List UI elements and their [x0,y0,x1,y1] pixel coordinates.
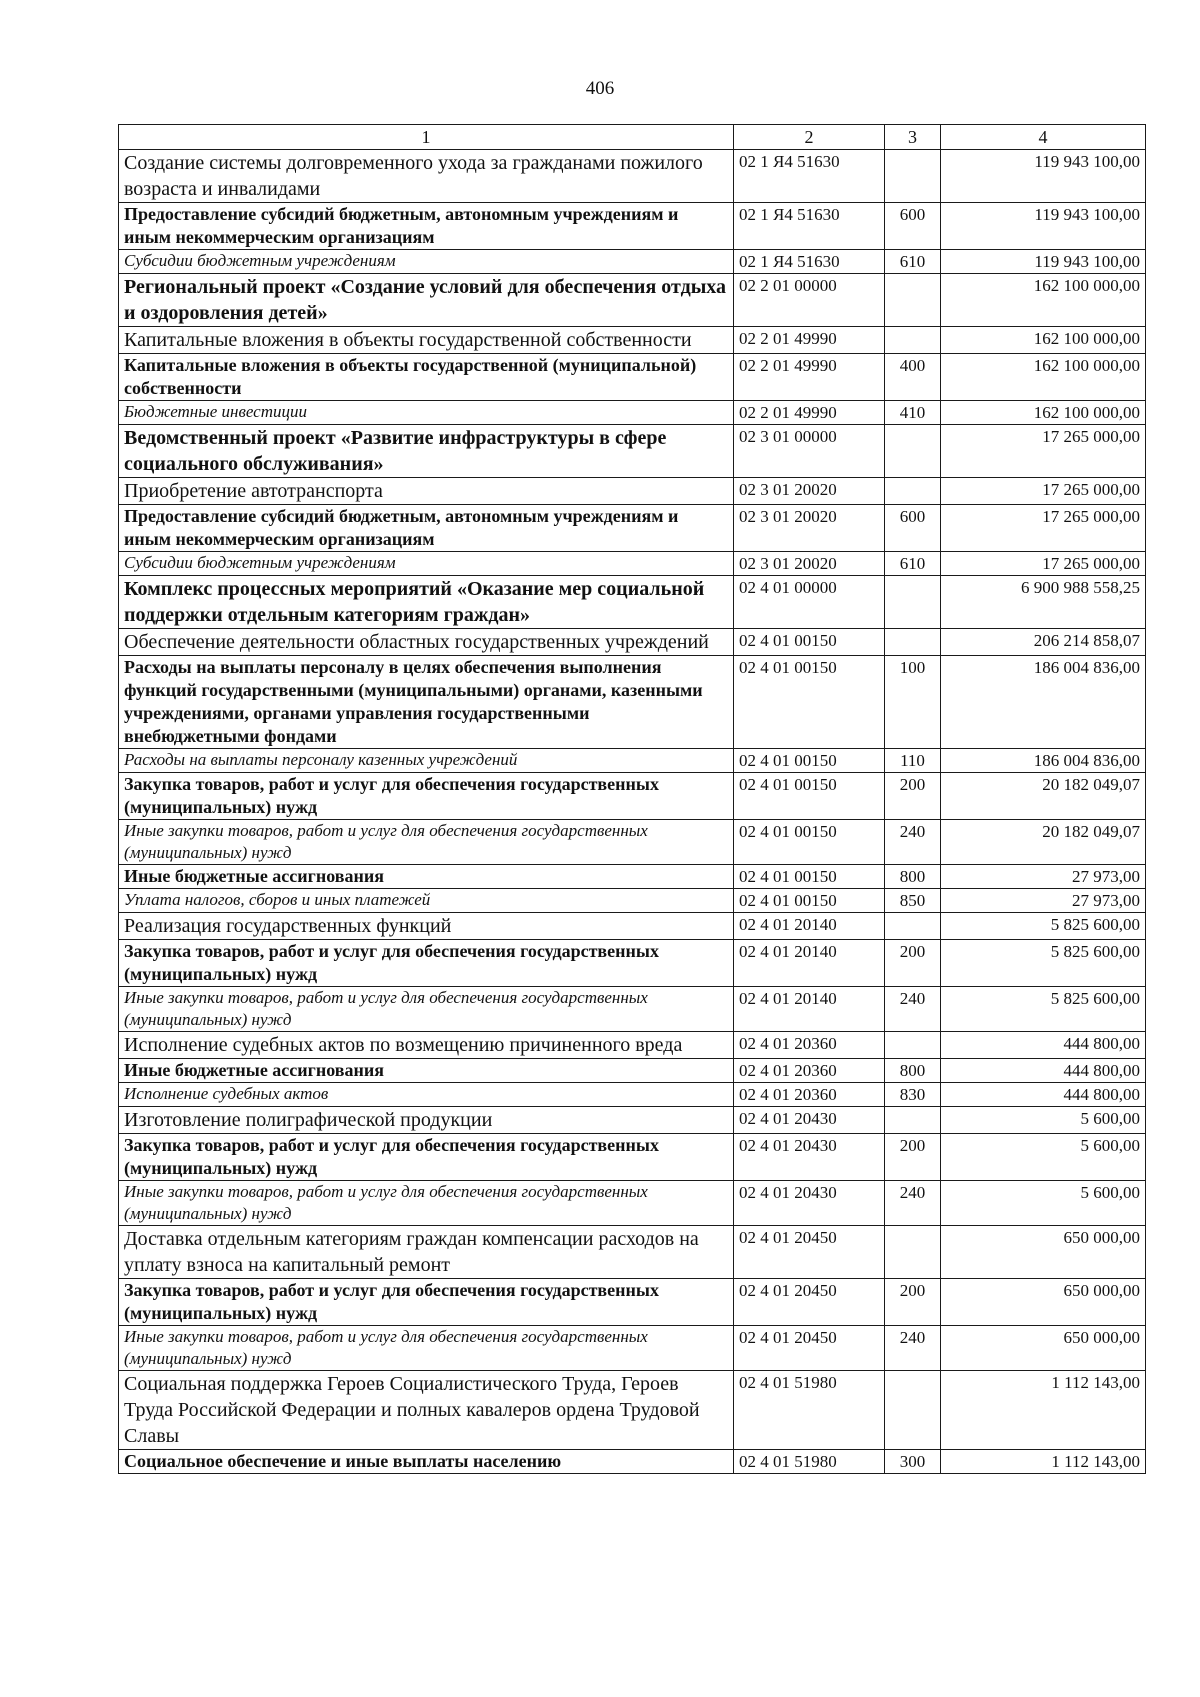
row-amount-cell: 444 800,00 [941,1032,1146,1059]
row-code-cell: 02 4 01 20360 [734,1059,885,1083]
row-amount-cell: 162 100 000,00 [941,274,1146,327]
row-amount-cell: 186 004 836,00 [941,749,1146,773]
row-type-cell [885,327,941,354]
row-type-cell [885,629,941,656]
row-code-cell: 02 3 01 20020 [734,505,885,552]
row-amount-cell: 20 182 049,07 [941,773,1146,820]
table-row [119,327,1146,354]
row-code-cell: 02 1 Я4 51630 [734,203,885,250]
row-type-cell [885,1032,941,1059]
row-name-cell: Обеспечение деятельности областных государственных учреждений [119,629,734,656]
row-amount-cell: 650 000,00 [941,1226,1146,1279]
row-amount-cell: 5 825 600,00 [941,987,1146,1032]
table-row [119,940,1146,987]
row-code-cell: 02 1 Я4 51630 [734,150,885,203]
row-code-cell: 02 2 01 49990 [734,354,885,401]
row-type-cell [885,425,941,478]
table-row [119,749,1146,773]
row-amount-cell: 444 800,00 [941,1083,1146,1107]
row-amount-cell: 162 100 000,00 [941,401,1146,425]
row-name-cell: Социальное обеспечение и иные выплаты населению [119,1450,734,1474]
row-name-cell: Исполнение судебных актов по возмещению причиненного вреда [119,1032,734,1059]
row-type-cell: 240 [885,1181,941,1226]
row-name-cell: Создание системы долговременного ухода за гражданами пожилого возраста и инвалидами [119,150,734,203]
row-amount-cell: 17 265 000,00 [941,425,1146,478]
row-code-cell: 02 4 01 20450 [734,1226,885,1279]
row-code-cell: 02 4 01 51980 [734,1371,885,1450]
row-code-cell: 02 4 01 20140 [734,913,885,940]
row-amount-cell: 6 900 988 558,25 [941,576,1146,629]
row-name-cell: Закупка товаров, работ и услуг для обеспечения государственных (муниципальных) нужд [119,773,734,820]
header-row [119,125,1146,150]
row-amount-cell: 119 943 100,00 [941,203,1146,250]
table-row [119,1371,1146,1450]
row-amount-cell: 206 214 858,07 [941,629,1146,656]
row-amount-cell: 186 004 836,00 [941,656,1146,749]
row-name-cell: Иные закупки товаров, работ и услуг для обеспечения государственных (муниципальных) нужд [119,1181,734,1226]
table-body [119,150,1146,1474]
row-name-cell: Иные бюджетные ассигнования [119,1059,734,1083]
table-row [119,987,1146,1032]
row-amount-cell: 5 600,00 [941,1181,1146,1226]
table-row [119,505,1146,552]
row-name-cell: Ведомственный проект «Развитие инфраструктуры в сфере социального обслуживания» [119,425,734,478]
row-type-cell: 300 [885,1450,941,1474]
row-name-cell: Реализация государственных функций [119,913,734,940]
row-amount-cell: 5 600,00 [941,1107,1146,1134]
row-code-cell: 02 4 01 00000 [734,576,885,629]
row-code-cell: 02 4 01 51980 [734,1450,885,1474]
row-amount-cell: 5 600,00 [941,1134,1146,1181]
row-name-cell: Капитальные вложения в объекты государственной (муниципальной) собственности [119,354,734,401]
row-type-cell: 410 [885,401,941,425]
row-amount-cell: 1 112 143,00 [941,1371,1146,1450]
table-row [119,1326,1146,1371]
row-name-cell: Приобретение автотранспорта [119,478,734,505]
row-amount-cell: 17 265 000,00 [941,478,1146,505]
row-name-cell: Предоставление субсидий бюджетным, автономным учреждениям и иным некоммерческим организациям [119,505,734,552]
budget-table [118,124,1146,1474]
row-code-cell: 02 2 01 49990 [734,401,885,425]
row-type-cell: 110 [885,749,941,773]
row-amount-cell: 17 265 000,00 [941,505,1146,552]
row-type-cell: 200 [885,1279,941,1326]
table-row [119,150,1146,203]
row-type-cell: 600 [885,505,941,552]
table-row [119,820,1146,865]
table-row [119,1450,1146,1474]
row-amount-cell: 17 265 000,00 [941,552,1146,576]
row-name-cell: Доставка отдельным категориям граждан компенсации расходов на уплату взноса на капитальный ремонт [119,1226,734,1279]
row-amount-cell: 162 100 000,00 [941,354,1146,401]
table-row [119,203,1146,250]
row-code-cell: 02 4 01 20360 [734,1032,885,1059]
table-row [119,1181,1146,1226]
row-amount-cell: 650 000,00 [941,1326,1146,1371]
row-name-cell: Изготовление полиграфической продукции [119,1107,734,1134]
row-type-cell: 100 [885,656,941,749]
row-type-cell: 200 [885,773,941,820]
table-row [119,250,1146,274]
row-type-cell: 830 [885,1083,941,1107]
header-col-1: 1 [119,125,734,150]
row-code-cell: 02 4 01 00150 [734,656,885,749]
row-amount-cell: 119 943 100,00 [941,250,1146,274]
row-code-cell: 02 4 01 00150 [734,749,885,773]
table-row [119,1279,1146,1326]
row-code-cell: 02 4 01 20430 [734,1181,885,1226]
row-type-cell: 610 [885,552,941,576]
row-name-cell: Иные закупки товаров, работ и услуг для обеспечения государственных (муниципальных) нужд [119,1326,734,1371]
row-code-cell: 02 4 01 20140 [734,940,885,987]
row-type-cell [885,274,941,327]
table-row [119,1032,1146,1059]
row-name-cell: Иные бюджетные ассигнования [119,865,734,889]
row-type-cell [885,1107,941,1134]
row-name-cell: Субсидии бюджетным учреждениям [119,250,734,274]
row-code-cell: 02 4 01 20140 [734,987,885,1032]
row-name-cell: Исполнение судебных актов [119,1083,734,1107]
row-name-cell: Социальная поддержка Героев Социалистического Труда, Героев Труда Российской Федерации и полных кавалеров ордена Трудовой Славы [119,1371,734,1450]
row-code-cell: 02 3 01 20020 [734,552,885,576]
row-code-cell: 02 4 01 20450 [734,1326,885,1371]
row-name-cell: Уплата налогов, сборов и иных платежей [119,889,734,913]
row-name-cell: Закупка товаров, работ и услуг для обеспечения государственных (муниципальных) нужд [119,1134,734,1181]
row-name-cell: Региональный проект «Создание условий для обеспечения отдыха и оздоровления детей» [119,274,734,327]
row-type-cell: 800 [885,865,941,889]
row-type-cell: 400 [885,354,941,401]
table-row [119,425,1146,478]
row-name-cell: Капитальные вложения в объекты государственной собственности [119,327,734,354]
row-code-cell: 02 2 01 49990 [734,327,885,354]
row-name-cell: Закупка товаров, работ и услуг для обеспечения государственных (муниципальных) нужд [119,1279,734,1326]
row-type-cell: 200 [885,940,941,987]
header-col-2: 2 [734,125,885,150]
table-row [119,1107,1146,1134]
table-row [119,913,1146,940]
row-code-cell: 02 4 01 20360 [734,1083,885,1107]
row-type-cell: 240 [885,987,941,1032]
row-amount-cell: 1 112 143,00 [941,1450,1146,1474]
row-code-cell: 02 4 01 00150 [734,865,885,889]
table-row [119,773,1146,820]
row-code-cell: 02 4 01 00150 [734,629,885,656]
table-row [119,1083,1146,1107]
row-type-cell: 610 [885,250,941,274]
table-row [119,552,1146,576]
row-code-cell: 02 4 01 20430 [734,1107,885,1134]
page-number: 406 [585,78,615,99]
row-code-cell: 02 3 01 20020 [734,478,885,505]
row-type-cell: 800 [885,1059,941,1083]
row-amount-cell: 444 800,00 [941,1059,1146,1083]
table-row [119,629,1146,656]
row-name-cell: Расходы на выплаты персоналу казенных учреждений [119,749,734,773]
row-type-cell [885,150,941,203]
row-name-cell: Иные закупки товаров, работ и услуг для обеспечения государственных (муниципальных) нужд [119,987,734,1032]
row-amount-cell: 27 973,00 [941,865,1146,889]
header-col-4: 4 [941,125,1146,150]
row-type-cell [885,1226,941,1279]
row-code-cell: 02 4 01 00150 [734,820,885,865]
row-code-cell: 02 4 01 20450 [734,1279,885,1326]
row-type-cell [885,478,941,505]
row-type-cell: 240 [885,820,941,865]
table-row [119,401,1146,425]
table-row [119,1134,1146,1181]
row-amount-cell: 20 182 049,07 [941,820,1146,865]
table-row [119,656,1146,749]
row-code-cell: 02 1 Я4 51630 [734,250,885,274]
row-code-cell: 02 2 01 00000 [734,274,885,327]
row-amount-cell: 650 000,00 [941,1279,1146,1326]
row-type-cell: 600 [885,203,941,250]
row-amount-cell: 162 100 000,00 [941,327,1146,354]
row-name-cell: Комплекс процессных мероприятий «Оказание мер социальной поддержки отдельным категориям граждан» [119,576,734,629]
row-name-cell: Иные закупки товаров, работ и услуг для обеспечения государственных (муниципальных) нужд [119,820,734,865]
table-row [119,865,1146,889]
row-name-cell: Бюджетные инвестиции [119,401,734,425]
row-type-cell [885,913,941,940]
table-row [119,1059,1146,1083]
row-type-cell: 240 [885,1326,941,1371]
table-row [119,576,1146,629]
row-amount-cell: 27 973,00 [941,889,1146,913]
row-code-cell: 02 4 01 20430 [734,1134,885,1181]
row-amount-cell: 119 943 100,00 [941,150,1146,203]
table-row [119,1226,1146,1279]
row-name-cell: Закупка товаров, работ и услуг для обеспечения государственных (муниципальных) нужд [119,940,734,987]
row-name-cell: Субсидии бюджетным учреждениям [119,552,734,576]
row-amount-cell: 5 825 600,00 [941,913,1146,940]
row-type-cell: 850 [885,889,941,913]
row-type-cell [885,1371,941,1450]
row-type-cell: 200 [885,1134,941,1181]
table-row [119,354,1146,401]
table-row [119,478,1146,505]
row-type-cell [885,576,941,629]
row-amount-cell: 5 825 600,00 [941,940,1146,987]
row-name-cell: Расходы на выплаты персоналу в целях обеспечения выполнения функций государственными (муниципальными) органами, казенными учреждениями, органами управления государственными внебюджетными фондами [119,656,734,749]
row-code-cell: 02 4 01 00150 [734,773,885,820]
row-code-cell: 02 3 01 00000 [734,425,885,478]
row-code-cell: 02 4 01 00150 [734,889,885,913]
table-row [119,889,1146,913]
row-name-cell: Предоставление субсидий бюджетным, автономным учреждениям и иным некоммерческим организациям [119,203,734,250]
table-row [119,274,1146,327]
header-col-3: 3 [885,125,941,150]
